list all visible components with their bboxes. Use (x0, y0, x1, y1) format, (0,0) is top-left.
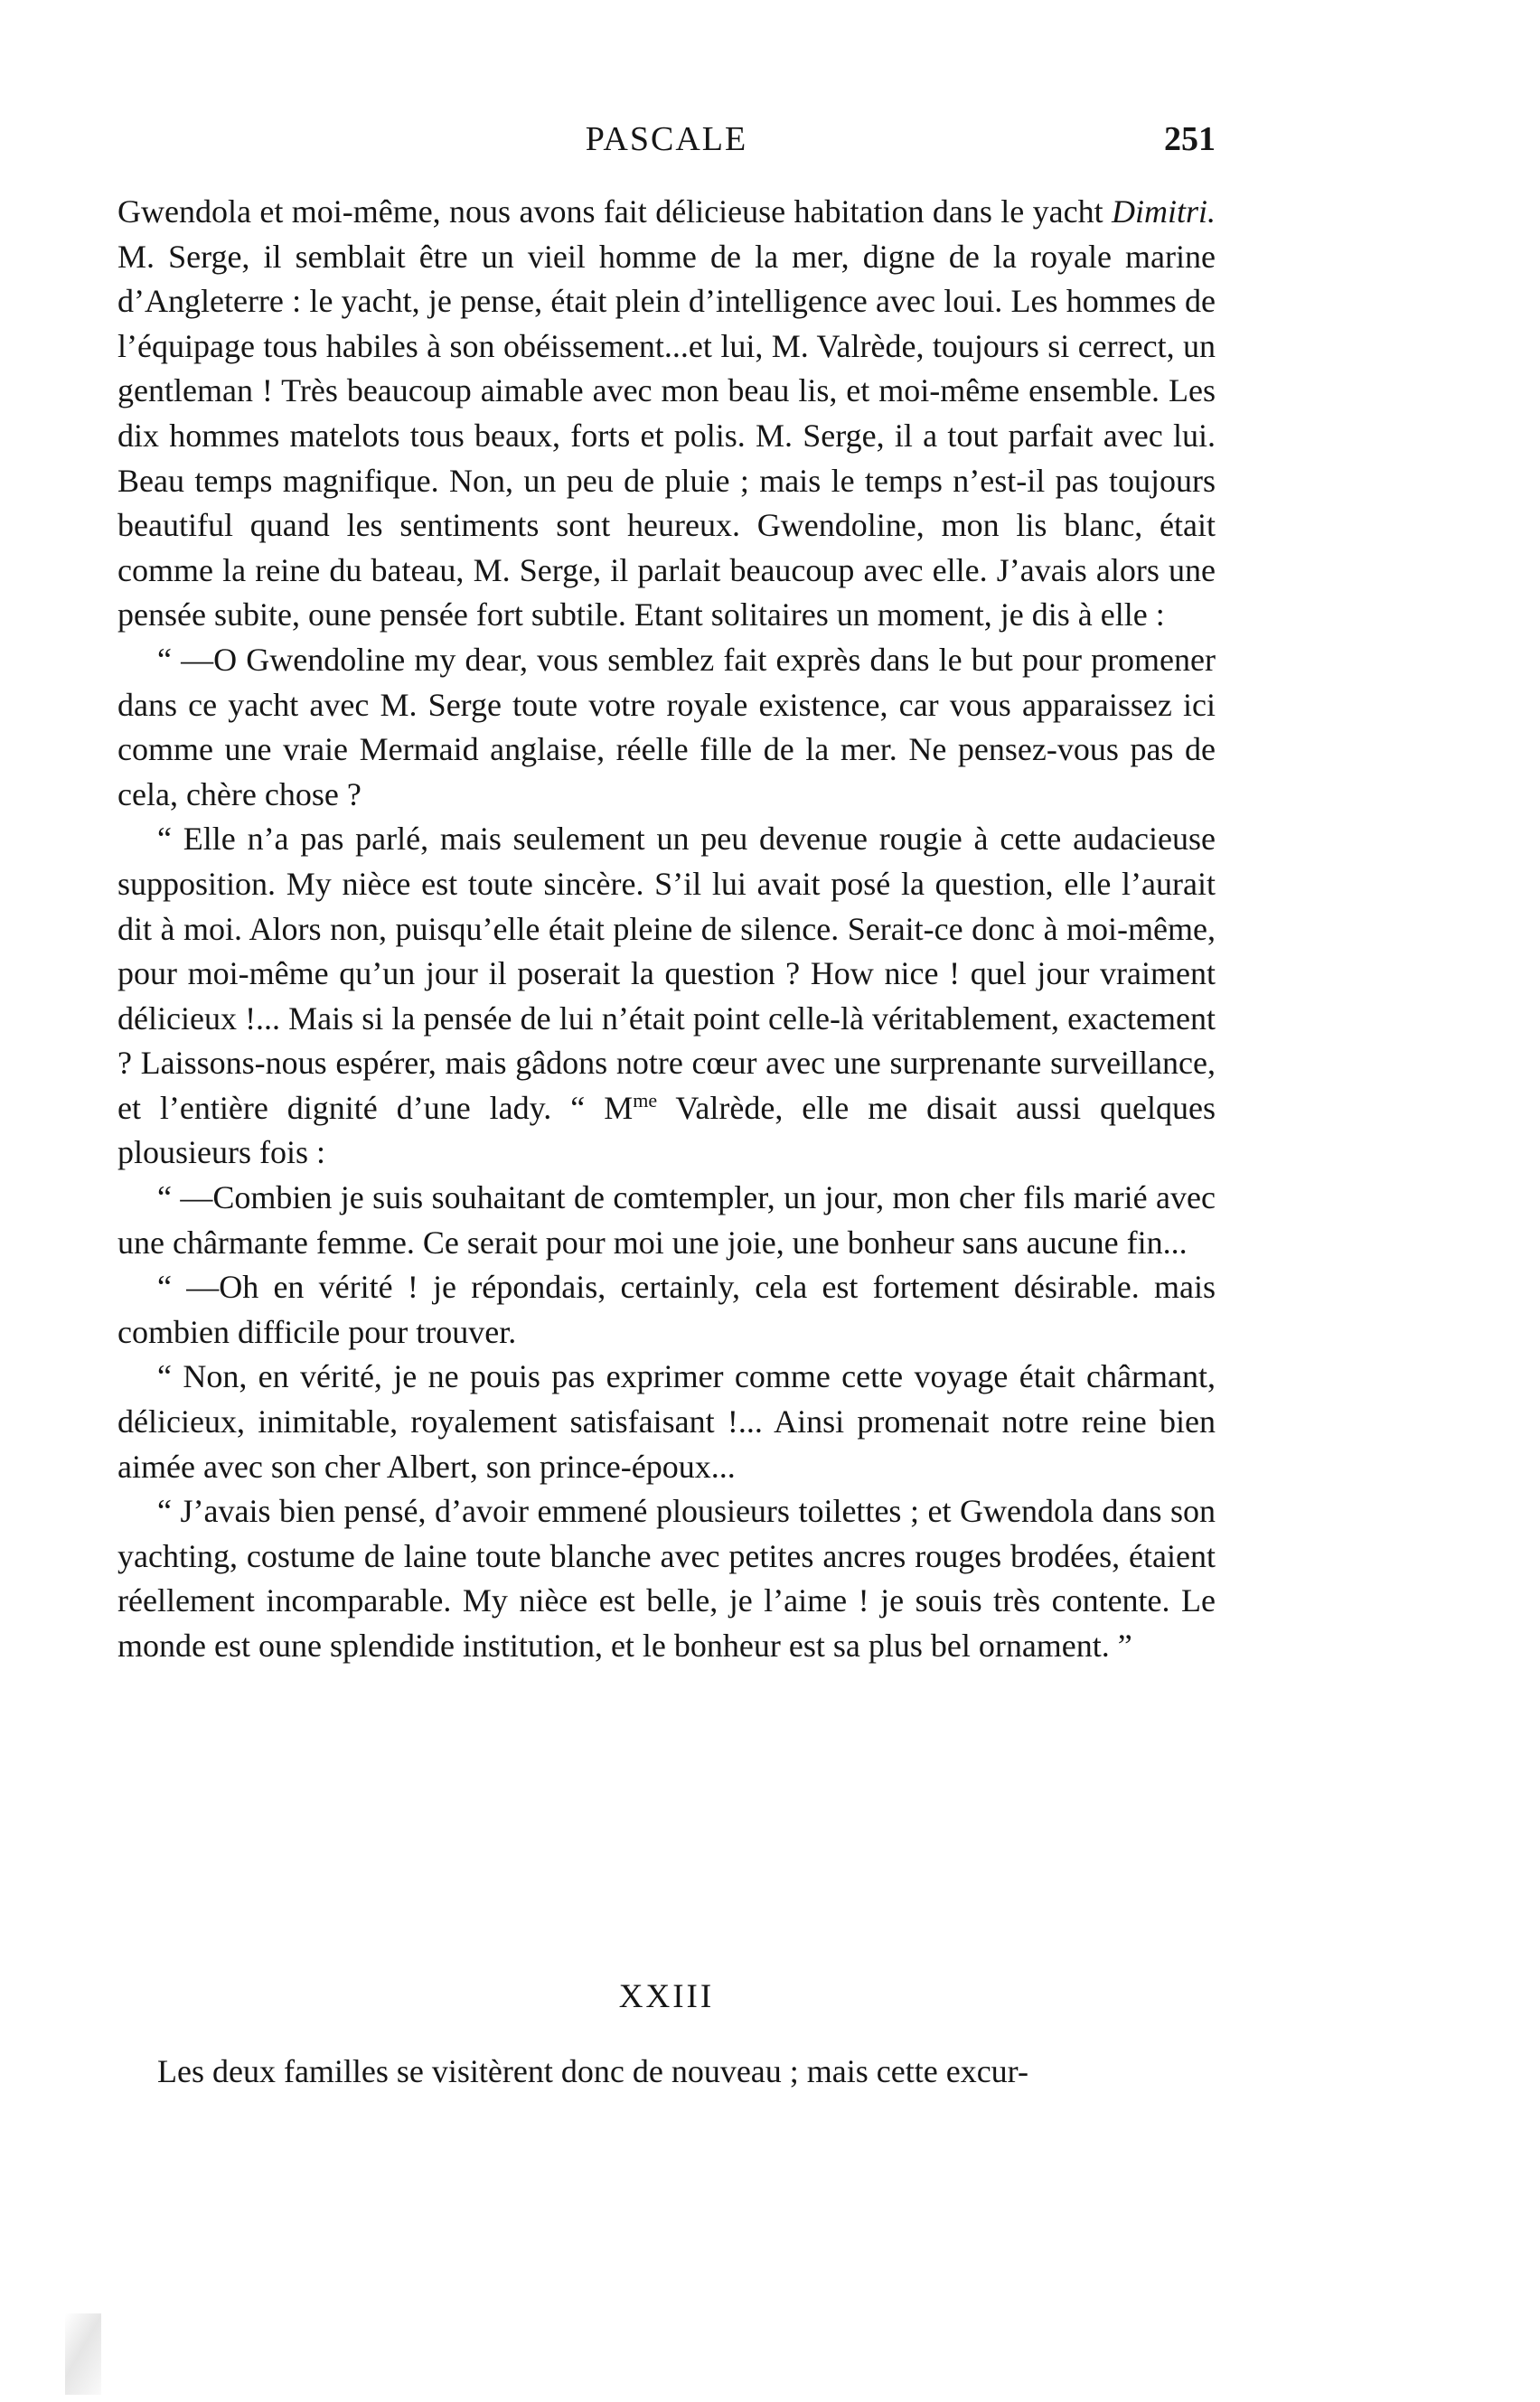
page-edge-stain (65, 2313, 101, 2395)
page-number: 251 (1164, 120, 1216, 158)
yacht-name: Dimitri. (1111, 193, 1216, 230)
paragraph-2: “ —O Gwendoline my dear, vous semblez fait exprès dans le but pour promener dans ce yacht avec M. Serge toute votre royale existence, car vous apparaissez ici comme une vraie Mermaid anglaise, réelle fille de la mer. Ne pensez-vous pas de cela, chère chose ? (117, 641, 1216, 812)
paragraph-1-text-start: Gwendola et moi-même, nous avons fait délicieuse habitation dans le yacht (117, 193, 1112, 230)
madame-superscript: me (633, 1088, 658, 1112)
paragraph-1-text-end: M. Serge, il semblait être un vieil homme de la mer, digne de la royale marine d’Angleterre : le yacht, je pense, était plein d’intelligence avec loui. Les hommes de l’équipage tous habiles à son obéissement...et lui, M. Valrède, toujours si cerrect, un gentleman ! Très beaucoup aimable avec mon beau lis, et moi-même ensemble. Les dix hommes matelots tous beaux, forts et polis. M. Serge, il a tout parfait avec lui. Beau temps magnifique. Non, un peu de pluie ; mais le temps n’est-il pas toujours beautiful quand les sentiments sont heureux. Gwendoline, mon lis blanc, était comme la reine du bateau, M. Serge, il parlait beaucoup avec elle. J’avais alors une pensée subite, oune pensée fort subtile. Etant solitaires un moment, je dis à elle : (117, 238, 1216, 633)
paragraph-3-text-end: Valrède, elle me disait aussi quelques plousieurs fois : (117, 1089, 1216, 1171)
chapter-heading: XXIII (618, 1978, 715, 2015)
paragraph-1 (117, 190, 1216, 638)
running-title: PASCALE (585, 120, 748, 158)
paragraph-3-text-start: “ Elle n’a pas parlé, mais seulement un peu devenue rougie à cette audacieuse supposition. My nièce est toute sincère. S’il lui avait posé la question, elle l’aurait dit à moi. Alors non, puisqu’elle était pleine de silence. Serait-ce donc à moi-même, pour moi-même qu’un jour il poserait la question ? How nice ! quel jour vraiment délicieux !... Mais si la pensée de lui n’était point celle-là véritablement, exactement ? Laissons-nous espérer, mais gâdons notre cœur avec une surprenante surveillance, et l’entière dignité d’une lady. “ M (117, 821, 1216, 1126)
paragraph-3 (117, 817, 1216, 1176)
chapter-opening-line: Les deux familles se visitèrent donc de nouveau ; mais cette excur- (157, 2053, 1028, 2089)
paragraph-6: “ Non, en vérité, je ne pouis pas exprimer comme cette voyage était chârmant, délicieux, inimitable, royalement satisfaisant !... Ainsi promenait notre reine bien aimée avec son cher Albert, son prince-époux... (117, 1358, 1216, 1485)
paragraph-4: “ —Combien je suis souhaitant de comtempler, un jour, mon cher fils marié avec une chârmante femme. Ce serait pour moi une joie, une bonheur sans aucune fin... (117, 1179, 1216, 1261)
running-head (117, 119, 1216, 164)
paragraph-7: “ J’avais bien pensé, d’avoir emmené plousieurs toilettes ; et Gwendola dans son yachting, costume de laine toute blanche avec petites ancres rouges brodées, étaient réellement incomparable. My nièce est belle, je l’aime ! je souis très contente. Le monde est oune splendide institution, et le bonheur est sa plus bel ornament. ” (117, 1493, 1216, 1664)
body-text (117, 190, 1216, 1669)
paragraph-5: “ —Oh en vérité ! je répondais, certainly, cela est fortement désirable. mais combien difficile pour trouver. (117, 1269, 1216, 1350)
